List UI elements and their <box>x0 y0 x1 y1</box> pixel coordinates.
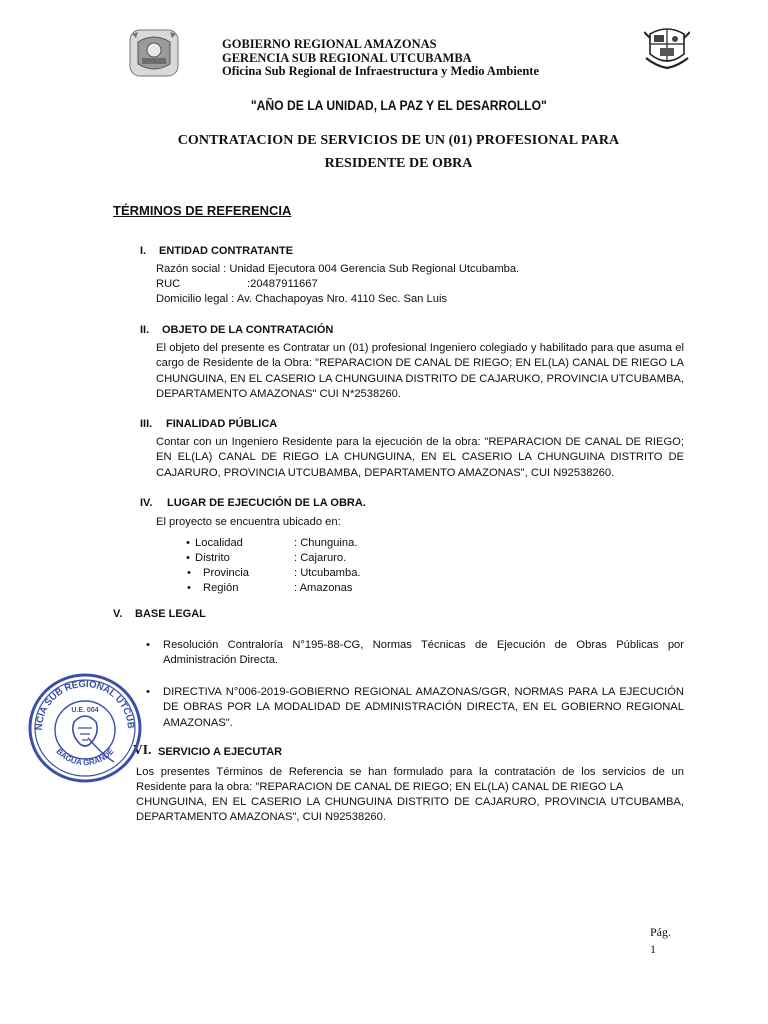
location-value-localidad: : Chunguina. <box>294 537 358 549</box>
page-number: 1 <box>650 942 656 956</box>
year-motto: "AÑO DE LA UNIDAD, LA PAZ Y EL DESARROLLO" <box>250 98 547 113</box>
ruc-label: RUC <box>156 278 181 290</box>
legal-bullet: • <box>146 639 150 651</box>
section-5-title: BASE LEGAL <box>135 608 206 620</box>
section-2-title: OBJETO DE LA CONTRATACIÓN <box>162 324 334 336</box>
legal-bullet: • <box>146 686 150 698</box>
header-gerencia: GERENCIA SUB REGIONAL UTCUBAMBA <box>222 51 472 65</box>
legal-basis-item-1: Resolución Contraloría N°195-88-CG, Normas Técnicas de Ejecución de Obras Públicas por Administración Directa. <box>163 639 684 667</box>
section-3-text: Contar con un Ingeniero Residente para la ejecución de la obra: "REPARACION DE CANAL DE RIEGO; EN EL(LA) CANAL DE RIEGO LA CHUNGUINA, EN EL CASERIO LA CHUNGUINA DISTRITO DE CAJARURO, PROVINCIA UTCUBAMBA, DEPARTAMENTO AMAZONAS", CUI N92538260. <box>156 436 684 479</box>
legal-basis-item-2: DIRECTIVA N°006-2019-GOBIERNO REGIONAL AMAZONAS/GGR, NORMAS PARA LA EJECUCIÓN DE OBRAS POR LA MODALIDAD DE ADMINISTRACIÓN DIRECTA, EN EL GOBIERNO REGIONAL AMAZONAS". <box>163 686 684 729</box>
seal-inner-text: U.E. 004 <box>71 707 99 714</box>
section-3-number: III. <box>140 418 153 430</box>
seal-outer-text: NCIA SUB REGIONAL UTCUB <box>33 678 137 731</box>
location-bullet: • <box>186 537 190 549</box>
location-label-localidad: Localidad <box>195 537 243 549</box>
section-5-number: V. <box>113 608 123 620</box>
section-4-number: IV. <box>140 497 153 509</box>
section-4-title: LUGAR DE EJECUCIÓN DE LA OBRA. <box>167 497 366 509</box>
location-bullet: • <box>187 567 191 579</box>
section-2-number: II. <box>140 324 150 336</box>
section-1-number: I. <box>140 245 147 257</box>
header-oficina: Oficina Sub Regional de Infraestructura y Medio Ambiente <box>222 64 540 78</box>
location-label-provincia: Provincia <box>203 567 250 579</box>
location-bullet: • <box>187 582 191 594</box>
service-line-4: DEPARTAMENTO AMAZONAS", CUI N92538260. <box>136 811 386 823</box>
service-line-2: Residente para la obra: "REPARACION DE CANAL DE RIEGO; EN EL(LA) CANAL DE RIEGO LA <box>136 781 624 793</box>
section-6-number: VI. <box>133 742 152 757</box>
location-bullet: • <box>186 552 190 564</box>
service-line-3: CHUNGUINA, EN EL CASERIO LA CHUNGUINA DISTRITO DE CAJARURO, PROVINCIA UTCUBAMBA, <box>136 796 684 808</box>
header-institution: GOBIERNO REGIONAL AMAZONAS <box>222 37 437 51</box>
page-label: Pág. <box>650 925 671 939</box>
domicilio-legal: Domicilio legal : Av. Chachapoyas Nro. 4110 Sec. San Luis <box>156 293 448 305</box>
section-1-title: ENTIDAD CONTRATANTE <box>159 245 294 257</box>
document-title-line2: RESIDENTE DE OBRA <box>324 156 473 171</box>
document-title-line1: CONTRATACION DE SERVICIOS DE UN (01) PROFESIONAL PARA <box>177 133 620 148</box>
section-2-text: El objeto del presente es Contratar un (01) profesional Ingeniero colegiado y habilitado para que asuma el cargo de Residente de la Obra: "REPARACION DE CANAL DE RIEGO; EN EL(LA) CANAL DE RIEGO LA CHUNGUINA, EN EL CASERIO LA CHUNGUINA DISTRITO DE CAJARUKO, PROVINCIA UTCUBAMBA, DEPARTAMENTO AMAZONAS" CUI N*2538260. <box>156 342 684 401</box>
location-intro: El proyecto se encuentra ubicado en: <box>156 516 341 528</box>
peru-coat-of-arms-logo <box>644 24 690 72</box>
service-line-1: Los presentes Términos de Referencia se han formulado para la contratación de los servicios de un <box>136 766 684 778</box>
razon-social: Razón social : Unidad Ejecutora 004 Gerencia Sub Regional Utcubamba. <box>156 263 520 275</box>
terms-of-reference-heading: TÉRMINOS DE REFERENCIA <box>113 203 292 218</box>
section-6-title: SERVICIO A EJECUTAR <box>158 746 283 758</box>
location-value-provincia: : Utcubamba. <box>294 567 361 579</box>
official-seal-stamp <box>26 672 144 784</box>
location-value-distrito: : Cajaruro. <box>294 552 347 564</box>
location-label-distrito: Distrito <box>195 552 230 564</box>
location-value-region: : Amazonas <box>294 582 353 594</box>
location-label-region: Región <box>203 582 239 594</box>
seal-bottom-text: BAGUA GRANDE <box>54 746 116 768</box>
section-3-title: FINALIDAD PÚBLICA <box>166 418 278 430</box>
ruc-value: :20487911667 <box>247 278 318 290</box>
regional-logo <box>128 28 180 78</box>
